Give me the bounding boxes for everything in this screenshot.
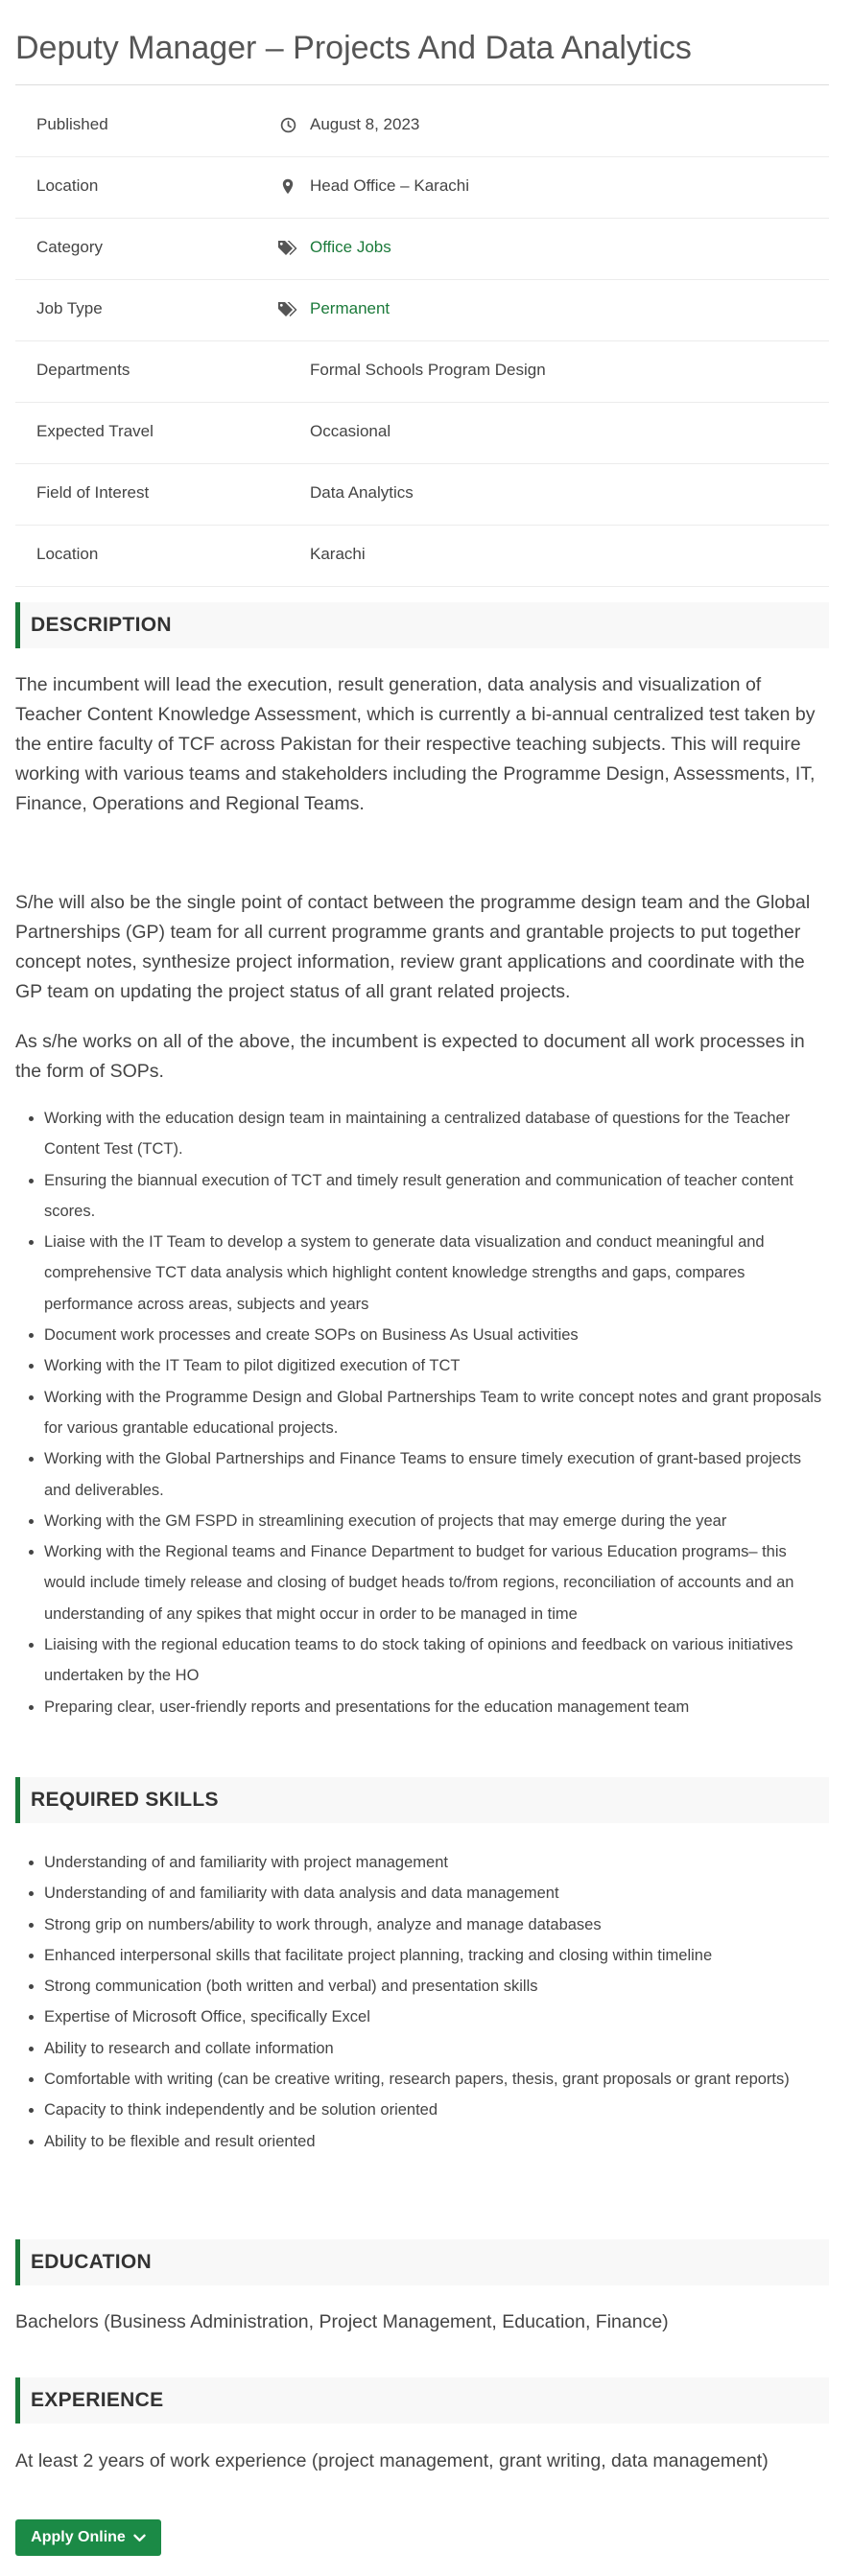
meta-row-location: [15, 157, 829, 219]
meta-label: Job Type: [36, 299, 103, 317]
tags-icon: [276, 297, 299, 320]
meta-label: Expected Travel: [36, 422, 154, 440]
list-item: • Working with the GM FSPD in streamlining execution of projects that may emerge during the year: [44, 1506, 829, 1536]
list-item: • Working with the IT Team to pilot digitized execution of TCT: [44, 1350, 829, 1381]
description-paragraph: S/he will also be the single point of contact between the programme design team and the Global Partnerships (GP) team for all current programme grants and grantable projects to put together concept notes, synthesize project information, review grant applications and coordinate with the GP team on updating the project status of all grant related projects.: [15, 892, 811, 1002]
meta-value: Data Analytics: [310, 483, 414, 502]
title-divider: [15, 84, 829, 85]
list-item: • Liaise with the IT Team to develop a system to generate data visualization and conduct meaningful and comprehensive TCT data analysis which highlight content knowledge strengths and gaps, compares performance across areas, subjects and years: [44, 1227, 829, 1320]
list-item: • Ensuring the biannual execution of TCT and timely result generation and communication of teacher content scores.: [44, 1165, 829, 1228]
list-item: • Preparing clear, user-friendly reports and presentations for the education management team: [44, 1692, 829, 1722]
meta-label: Category: [36, 238, 103, 256]
list-item: • Comfortable with writing (can be creative writing, research papers, thesis, grant proposals or grant reports): [44, 2064, 829, 2095]
meta-value: Head Office – Karachi: [310, 176, 469, 195]
list-item: • Document work processes and create SOPs on Business As Usual activities: [44, 1320, 829, 1350]
experience-text: At least 2 years of work experience (project management, grant writing, data management): [15, 2450, 769, 2471]
education-text: Bachelors (Business Administration, Project Management, Education, Finance): [15, 2311, 669, 2332]
list-item: • Ability to research and collate information: [44, 2033, 829, 2064]
meta-row-published: [15, 96, 829, 157]
section-heading: EXPERIENCE: [31, 2389, 164, 2411]
list-item: • Capacity to think independently and be solution oriented: [44, 2095, 829, 2125]
tags-icon: [276, 236, 299, 259]
meta-label: Location: [36, 176, 99, 195]
clock-icon: [276, 113, 299, 136]
meta-label: Field of Interest: [36, 483, 150, 502]
meta-row-field-of-interest: [15, 464, 829, 526]
list-item: • Working with the Regional teams and Finance Department to budget for various Education programs– this would include timely release and closing of budget heads to/from regions, reconciliation of accounts and an understanding of any spikes that might occur in order to be managed in time: [44, 1536, 829, 1629]
list-item: • Strong communication (both written and verbal) and presentation skills: [44, 1971, 829, 2002]
chevron-down-icon: [133, 2534, 146, 2542]
map-pin-icon: [276, 175, 299, 198]
apply-online-button[interactable]: [15, 2519, 161, 2556]
meta-row-category: [15, 219, 829, 280]
meta-row-location-city: [15, 526, 829, 587]
skills-section-header: [15, 1777, 829, 1823]
meta-value: Occasional: [310, 422, 391, 440]
apply-button-label: Apply Online: [31, 2529, 126, 2545]
description-section-header: [15, 602, 829, 648]
responsibilities-list: [15, 1103, 829, 1722]
list-item: • Expertise of Microsoft Office, specifically Excel: [44, 2002, 829, 2032]
meta-value: August 8, 2023: [310, 115, 420, 133]
experience-section-header: [15, 2377, 829, 2424]
meta-row-expected-travel: [15, 403, 829, 464]
list-item: • Working with the Global Partnerships and Finance Teams to ensure timely execution of grant-based projects and deliverables.: [44, 1443, 829, 1506]
category-link[interactable]: Office Jobs: [310, 238, 391, 256]
list-item: • Working with the education design team in maintaining a centralized database of questions for the Teacher Content Test (TCT).: [44, 1103, 829, 1165]
list-item: • Strong grip on numbers/ability to work through, analyze and manage databases: [44, 1909, 829, 1940]
list-item: • Understanding of and familiarity with project management: [44, 1847, 829, 1878]
section-heading: EDUCATION: [31, 2251, 152, 2273]
section-heading: DESCRIPTION: [31, 614, 172, 636]
meta-row-departments: [15, 341, 829, 403]
list-item: • Enhanced interpersonal skills that facilitate project planning, tracking and closing within timeline: [44, 1940, 829, 1971]
description-paragraph: The incumbent will lead the execution, result generation, data analysis and visualization of Teacher Content Knowledge Assessment, which is currently a bi-annual centralized test taken by the entire faculty of TCF across Pakistan for their respective teaching subjects. This will require working with various teams and stakeholders including the Programme Design, Assessments, IT, Finance, Operations and Regional Teams.: [15, 674, 816, 814]
meta-label: Location: [36, 545, 99, 563]
description-paragraph: As s/he works on all of the above, the incumbent is expected to document all work processes in the form of SOPs.: [15, 1031, 805, 1082]
list-item: • Ability to be flexible and result oriented: [44, 2126, 829, 2157]
list-item: • Working with the Programme Design and Global Partnerships Team to write concept notes and grant proposals for various grantable educational projects.: [44, 1382, 829, 1444]
meta-row-job-type: [15, 280, 829, 341]
page-title: Deputy Manager – Projects And Data Analytics: [15, 30, 692, 66]
meta-label: Departments: [36, 361, 130, 379]
skills-list: [15, 1847, 829, 2157]
job-meta-table: [15, 96, 829, 587]
section-heading: REQUIRED SKILLS: [31, 1789, 219, 1811]
list-item: • Understanding of and familiarity with data analysis and data management: [44, 1878, 829, 1909]
meta-label: Published: [36, 115, 108, 133]
job-type-link[interactable]: Permanent: [310, 299, 390, 317]
education-section-header: [15, 2239, 829, 2285]
meta-value: Karachi: [310, 545, 366, 563]
list-item: • Liaising with the regional education teams to do stock taking of opinions and feedback on various initiatives undertaken by the HO: [44, 1629, 829, 1692]
meta-value: Formal Schools Program Design: [310, 361, 546, 379]
